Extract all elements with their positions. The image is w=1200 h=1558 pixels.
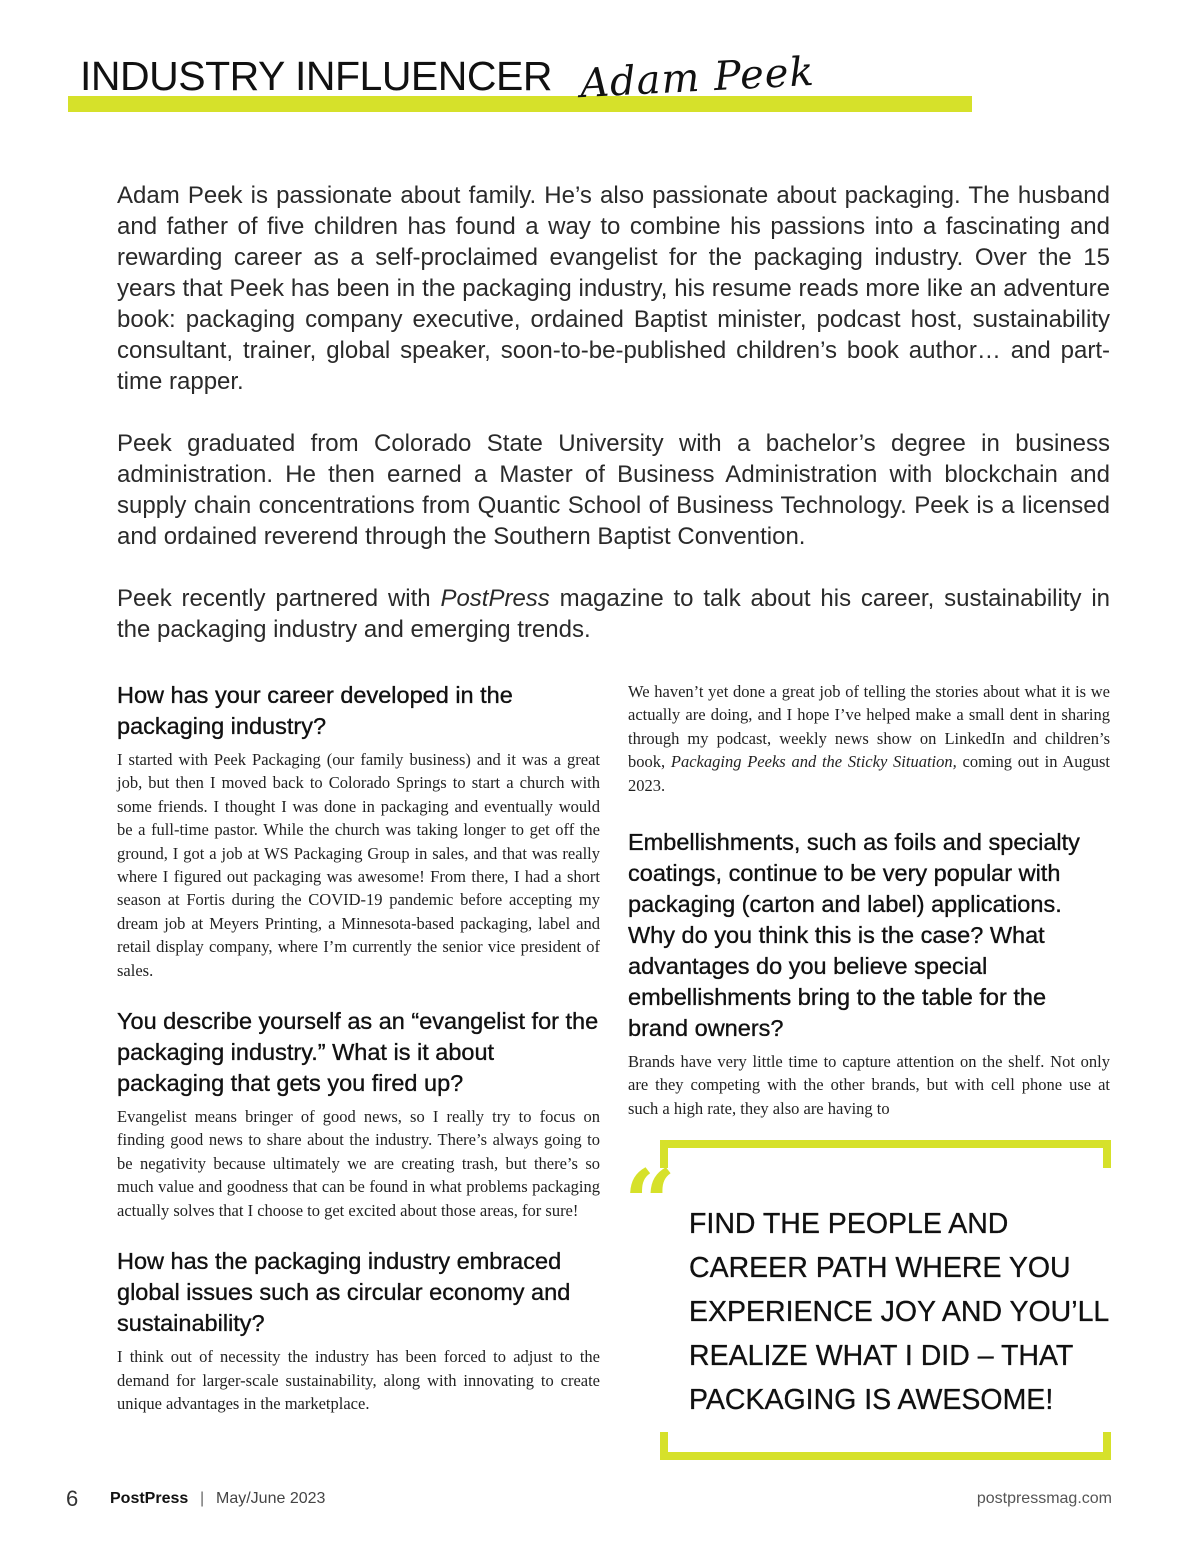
- quote-mark-icon: “: [624, 1150, 676, 1256]
- intro-text: Peek recently partnered with: [117, 585, 441, 612]
- page-footer: [66, 1486, 1112, 1516]
- interview-answer: I think out of necessity the industry has been forced to adjust to the demand for larger-scale sustainability, along with innovating to create unique advantages in the marketplace.: [117, 1347, 600, 1413]
- section-title: INDUSTRY INFLUENCER: [80, 53, 552, 99]
- article-header: [68, 50, 972, 116]
- right-column: [628, 680, 1110, 1144]
- intro-text: magazine to talk about his career, sustainability in the packaging industry and emerging trends.: [117, 585, 1110, 643]
- interview-answer: I started with Peek Packaging (our family business) and it was a great job, but then I moved back to Colorado Springs to start a church with some friends. I thought I was done in packaging and eventually would be a full-time pastor. While the church was taking longer to get off the ground, I got a job at WS Packaging Group in sales, and that was really where I figured out packaging was awesome! From there, I had a short season at Fortis during the COVID-19 pandemic before accepting my dream job at Meyers Printing, a Minnesota-based packaging, label and retail display company, where I’m currently the senior vice president of sales.: [117, 750, 600, 980]
- pull-quote: [624, 1140, 1111, 1460]
- book-title: Packaging Peeks and the Sticky Situation,: [670, 752, 957, 772]
- website-url: postpressmag.com: [976, 1490, 1112, 1507]
- footer-separator: |: [200, 1490, 205, 1507]
- interview-question: How has your career developed in the packaging industry?: [117, 682, 513, 739]
- answer-text: coming out in August 2023.: [628, 752, 1110, 795]
- publication-name: PostPress: [110, 1490, 189, 1507]
- quote-bracket-bottom-left: [660, 1432, 668, 1460]
- magazine-name: PostPress: [440, 585, 550, 612]
- intro-paragraph: Adam Peek is passionate about family. He’s also passionate about packaging. The husband and father of five children has found a way to combine his passions into a fascinating and rewarding career as a self-proclaimed evangelist for the packaging industry. Over the 15 years that Peek has been in the packaging industry, his resume reads more like an adventure book: packaging company executive, ordained Baptist minister, podcast host, sustainability consultant, trainer, global speaker, soon-to-be-published children’s book author… and part-time rapper.: [117, 182, 1110, 395]
- page-number: 6: [66, 1486, 79, 1511]
- intro-paragraph: [117, 583, 1110, 645]
- left-column: [117, 680, 600, 1439]
- interview-question: You describe yourself as an “evangelist for the packaging industry.” What is it about packaging that gets you fired up?: [117, 1008, 599, 1097]
- interview-answer: Brands have very little time to capture attention on the shelf. Not only are they competing with the other brands, but with cell phone use at such a high rate, they also are having to: [628, 1052, 1110, 1118]
- quote-bracket-top: [660, 1140, 1111, 1148]
- quote-bracket-bottom: [660, 1452, 1111, 1460]
- featured-person-name: Adam Peek: [578, 48, 816, 108]
- issue-date: May/June 2023: [216, 1490, 326, 1507]
- interview-question: Embellishments, such as foils and specialty coatings, continue to be very popular with packaging (carton and label) applications. Why do you think this is the case? What advantages do you believe special embellishments bring to the table for the brand owners?: [628, 829, 1080, 1042]
- interview-answer-continued: [628, 680, 1110, 797]
- answer-text: We haven’t yet done a great job of telling the stories about what it is we actually are doing, and I hope I’ve helped make a small dent in sharing through my podcast, weekly news show on LinkedIn and children’s book,: [628, 682, 1110, 772]
- interview-answer: Evangelist means bringer of good news, so I really try to focus on finding good news to share about the industry. There’s always going to be negativity because ultimately we are creating trash, but there’s so much value and goodness that can be found in what problems packaging actually solves that I choose to get excited about those areas, for sure!: [117, 1107, 600, 1220]
- pull-quote-text: FIND THE PEOPLE AND CAREER PATH WHERE YOU EXPERIENCE JOY AND YOU’LL REALIZE WHAT I DID – THAT PACKAGING IS AWESOME!: [689, 1208, 1109, 1416]
- quote-bracket-bottom-right: [1103, 1432, 1111, 1460]
- interview-question: How has the packaging industry embraced global issues such as circular economy and sustainability?: [117, 1248, 571, 1337]
- intro-paragraph: Peek graduated from Colorado State University with a bachelor’s degree in business administration. He then earned a Master of Business Administration with blockchain and supply chain concentrations from Quantic School of Business Technology. Peek is a licensed and ordained reverend through the Southern Baptist Convention.: [117, 430, 1110, 550]
- article-intro: [117, 180, 1110, 676]
- quote-bracket-top-right: [1103, 1140, 1111, 1168]
